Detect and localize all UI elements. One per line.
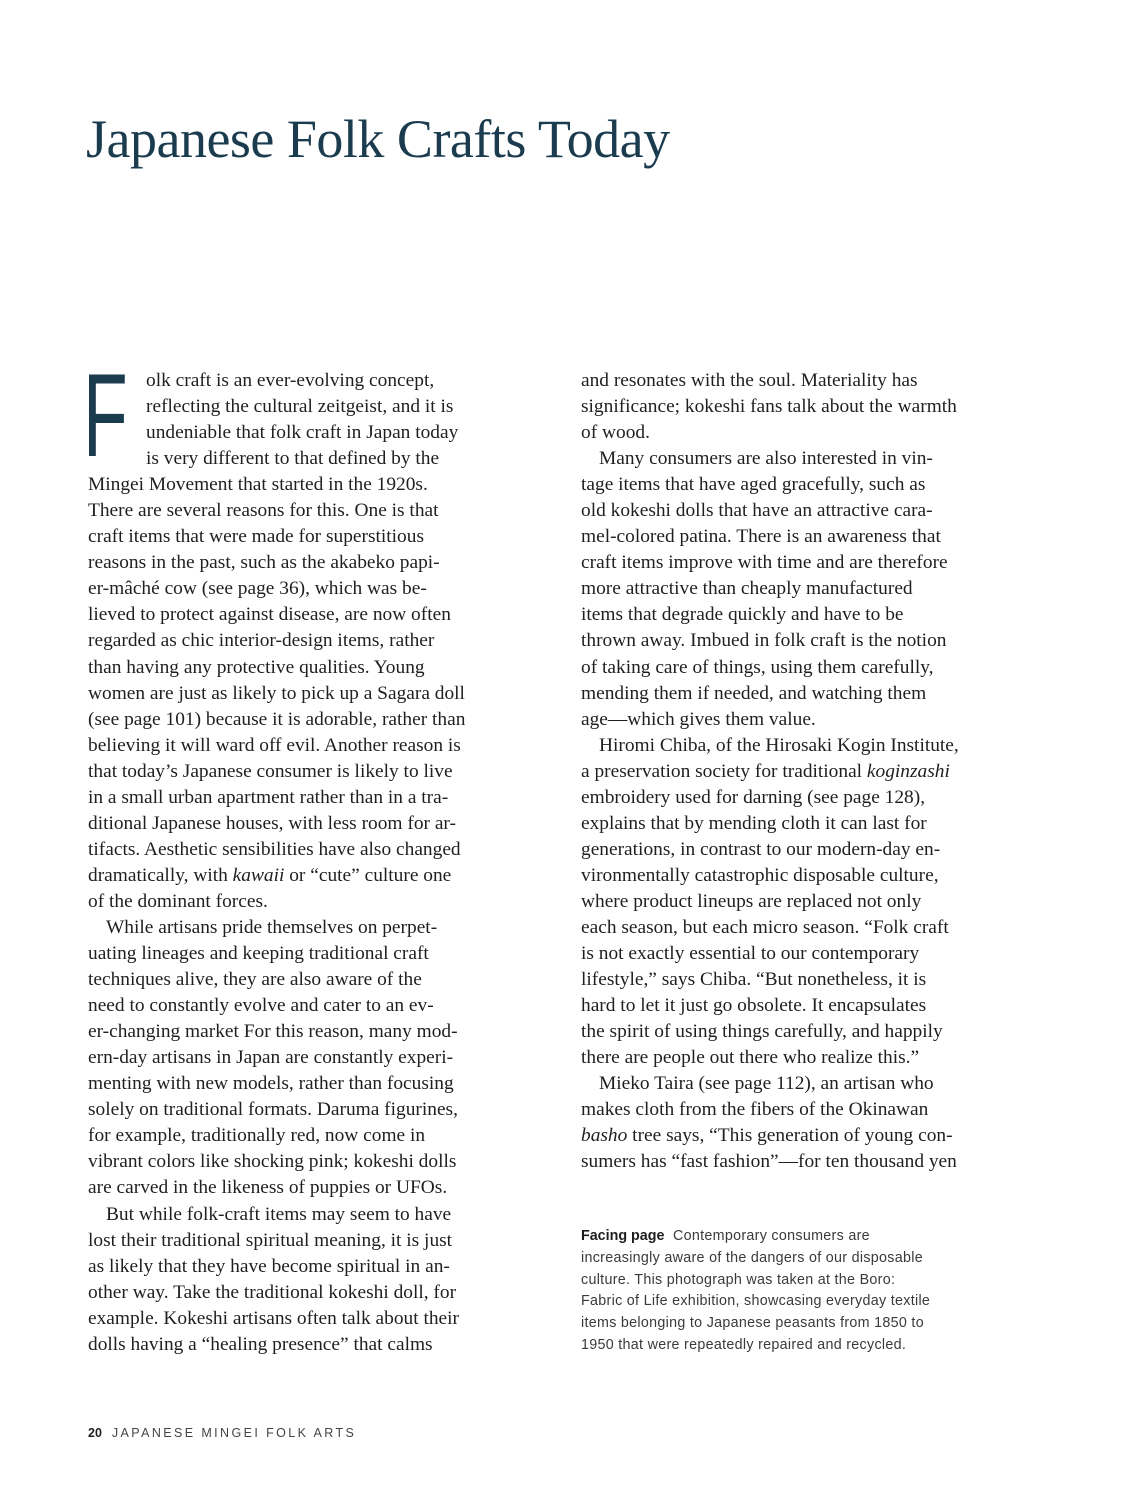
text-run: dramatically, with bbox=[88, 864, 233, 886]
text-line: Many consumers are also interested in vin- bbox=[599, 448, 933, 470]
text-line bbox=[581, 759, 1013, 785]
text-line: need to constantly evolve and cater to an ev- bbox=[88, 995, 434, 1017]
text-line: lost their traditional spiritual meaning, it is just bbox=[88, 1229, 453, 1251]
text-line: generations, in contrast to our modern-day en- bbox=[581, 838, 941, 860]
text-line: Mieko Taira (see page 112), an artisan who bbox=[599, 1073, 934, 1095]
text-line: Mingei Movement that started in the 1920s. bbox=[88, 474, 428, 496]
text-line: significance; kokeshi fans talk about the warmth bbox=[581, 396, 957, 418]
text-line: vibrant colors like shocking pink; kokeshi dolls bbox=[88, 1151, 457, 1173]
text-line bbox=[581, 1123, 1013, 1149]
text-line: mending them if needed, and watching them bbox=[581, 682, 927, 704]
paragraph bbox=[581, 368, 1013, 446]
caption-text: Contemporary consumers are bbox=[672, 1228, 870, 1244]
text-line: old kokeshi dolls that have an attractive cara- bbox=[581, 500, 933, 522]
text-line: explains that by mending cloth it can last for bbox=[581, 812, 927, 834]
text-line: other way. Take the traditional kokeshi doll, for bbox=[88, 1281, 457, 1303]
text-run: or “cute” culture one bbox=[284, 864, 452, 886]
text-line: tage items that have aged gracefully, such as bbox=[581, 474, 926, 496]
caption-line bbox=[581, 1226, 981, 1248]
page-footer bbox=[88, 1426, 356, 1440]
text-line: ern-day artisans in Japan are constantly experi- bbox=[88, 1047, 454, 1069]
text-line: dolls having a “healing presence” that calms bbox=[88, 1333, 433, 1355]
text-line: undeniable that folk craft in Japan today bbox=[146, 422, 459, 444]
italic-term: kawaii bbox=[232, 864, 285, 886]
text-line: vironmentally catastrophic disposable culture, bbox=[581, 864, 939, 886]
text-line: for example, traditionally red, now come in bbox=[88, 1125, 426, 1147]
right-column bbox=[581, 368, 1013, 1175]
text-line: as likely that they have become spiritual in an- bbox=[88, 1255, 450, 1277]
paragraph-intro bbox=[83, 350, 520, 915]
text-line: of taking care of things, using them carefully, bbox=[581, 656, 934, 678]
text-line: menting with new models, rather than focusing bbox=[88, 1073, 454, 1095]
paragraph bbox=[88, 915, 520, 1202]
text-line: items that degrade quickly and have to be bbox=[581, 604, 904, 626]
text-line: makes cloth from the fibers of the Okinawan bbox=[581, 1099, 929, 1121]
text-line: ditional Japanese houses, with less room for ar- bbox=[88, 812, 456, 834]
italic-term: koginzashi bbox=[866, 760, 950, 782]
text-line: more attractive than cheaply manufactured bbox=[581, 578, 913, 600]
drop-cap: F bbox=[83, 350, 128, 482]
page-title: Japanese Folk Crafts Today bbox=[86, 109, 670, 169]
text-line: tifacts. Aesthetic sensibilities have also changed bbox=[88, 838, 461, 860]
photo-caption bbox=[581, 1226, 981, 1357]
text-line: reasons in the past, such as the akabeko papi- bbox=[88, 552, 440, 574]
caption-line: increasingly aware of the dangers of our disposable bbox=[581, 1249, 923, 1266]
text-line: than having any protective qualities. Young bbox=[88, 656, 425, 678]
text-line: embroidery used for darning (see page 128), bbox=[581, 786, 926, 808]
paragraph bbox=[581, 1071, 1013, 1175]
caption-line: culture. This photograph was taken at the Boro: bbox=[581, 1271, 896, 1288]
text-line: er-mâché cow (see page 36), which was be- bbox=[88, 578, 427, 600]
text-line: and resonates with the soul. Materiality has bbox=[581, 370, 918, 391]
text-line: lifestyle,” says Chiba. “But nonetheless, it is bbox=[581, 969, 927, 991]
text-line: uating lineages and keeping traditional craft bbox=[88, 943, 429, 965]
text-line: There are several reasons for this. One is that bbox=[88, 500, 439, 522]
text-line: lieved to protect against disease, are now often bbox=[88, 604, 451, 626]
text-line: that today’s Japanese consumer is likely to live bbox=[88, 760, 453, 782]
italic-term: basho bbox=[581, 1125, 628, 1147]
text-line: is not exactly essential to our contemporary bbox=[581, 943, 920, 965]
caption-line: 1950 that were repeatedly repaired and recycled. bbox=[581, 1336, 907, 1353]
text-line: women are just as likely to pick up a Sagara doll bbox=[88, 682, 465, 704]
text-line: age—which gives them value. bbox=[581, 708, 816, 730]
text-line: techniques alive, they are also aware of the bbox=[88, 969, 422, 991]
drop-cap-wrapper bbox=[83, 350, 146, 482]
text-line: hard to let it just go obsolete. It encapsulates bbox=[581, 995, 927, 1017]
text-line: (see page 101) because it is adorable, rather than bbox=[88, 708, 466, 730]
text-line: While artisans pride themselves on perpet- bbox=[106, 916, 438, 938]
caption-label: Facing page bbox=[581, 1228, 665, 1244]
text-line: er-changing market For this reason, many mod- bbox=[88, 1021, 458, 1043]
text-run: tree says, “This generation of young con- bbox=[627, 1125, 953, 1147]
paragraph bbox=[581, 446, 1013, 733]
text-line: each season, but each micro season. “Folk craft bbox=[581, 916, 949, 938]
text-run: a preservation society for traditional bbox=[581, 760, 867, 782]
text-line: are carved in the likeness of puppies or UFOs. bbox=[88, 1177, 448, 1199]
text-line: of wood. bbox=[581, 422, 650, 444]
running-head: JAPANESE MINGEI FOLK ARTS bbox=[111, 1426, 357, 1440]
text-line: craft items improve with time and are therefore bbox=[581, 552, 948, 574]
paragraph bbox=[88, 1202, 520, 1358]
caption-line: items belonging to Japanese peasants from 1850 to bbox=[581, 1315, 924, 1332]
text-line: the spirit of using things carefully, and happily bbox=[581, 1021, 943, 1043]
caption-line: Fabric of Life exhibition, showcasing everyday textile bbox=[581, 1293, 931, 1310]
text-line bbox=[88, 863, 520, 889]
text-line: craft items that were made for superstitious bbox=[88, 526, 424, 548]
text-line: But while folk-craft items may seem to have bbox=[106, 1203, 452, 1225]
text-line: thrown away. Imbued in folk craft is the notion bbox=[581, 630, 947, 652]
text-line: Hiromi Chiba, of the Hirosaki Kogin Institute, bbox=[599, 734, 959, 756]
text-line: regarded as chic interior-design items, rather bbox=[88, 630, 435, 652]
text-line: sumers has “fast fashion”—for ten thousand yen bbox=[581, 1151, 957, 1173]
text-line: of the dominant forces. bbox=[88, 890, 268, 912]
text-line: solely on traditional formats. Daruma figurines, bbox=[88, 1099, 458, 1121]
text-line: mel-colored patina. There is an awareness that bbox=[581, 526, 941, 548]
text-line: where product lineups are replaced not only bbox=[581, 890, 922, 912]
paragraph bbox=[581, 733, 1013, 1072]
page-number: 20 bbox=[88, 1426, 102, 1440]
text-line: believing it will ward off evil. Another reason is bbox=[88, 734, 461, 756]
text-line: reflecting the cultural zeitgeist, and it is bbox=[146, 396, 454, 418]
left-column bbox=[83, 350, 520, 1358]
text-line: there are people out there who realize this.” bbox=[581, 1047, 920, 1069]
text-line: olk craft is an ever-evolving concept, bbox=[146, 370, 435, 391]
text-line: example. Kokeshi artisans often talk about their bbox=[88, 1307, 460, 1329]
text-line: is very different to that defined by the bbox=[146, 448, 440, 470]
text-line: in a small urban apartment rather than in a tra- bbox=[88, 786, 449, 808]
